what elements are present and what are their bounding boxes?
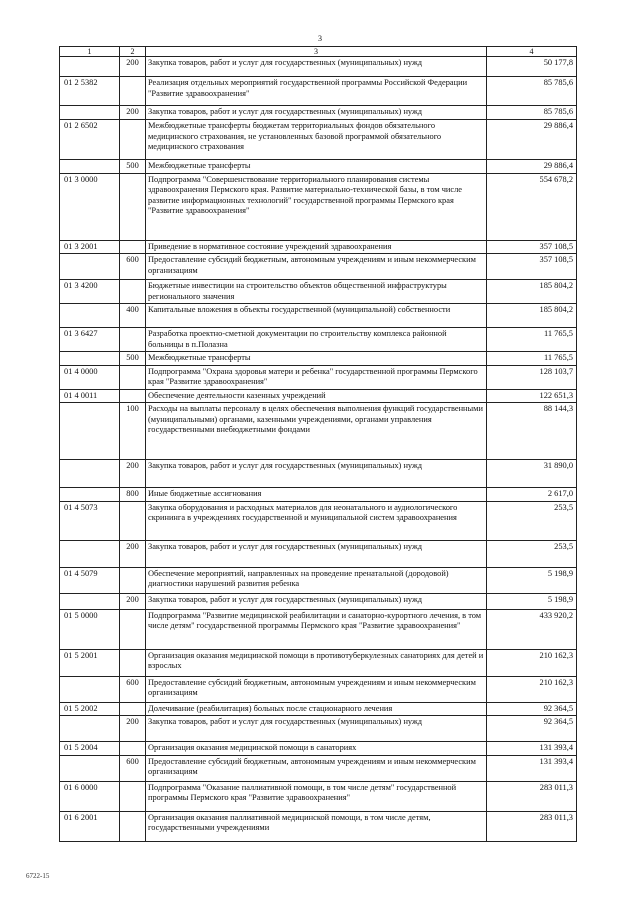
row-code: 01 5 2001 xyxy=(60,649,120,676)
row-code: 01 6 0000 xyxy=(60,781,120,811)
footer-document-code: 6722-15 xyxy=(26,872,50,880)
table-row xyxy=(60,173,577,240)
row-name: Обеспечение деятельности казенных учреждений xyxy=(146,389,487,403)
row-code: 01 3 2001 xyxy=(60,240,120,254)
row-expense-type xyxy=(120,120,146,160)
row-expense-type xyxy=(120,77,146,106)
row-name: Закупка товаров, работ и услуг для государственных (муниципальных) нужд xyxy=(146,593,487,609)
row-amount: 185 804,2 xyxy=(487,304,577,328)
table-row xyxy=(60,328,577,352)
table-row xyxy=(60,280,577,304)
row-expense-type: 100 xyxy=(120,403,146,460)
row-code: 01 3 0000 xyxy=(60,173,120,240)
row-expense-type xyxy=(120,328,146,352)
row-code xyxy=(60,540,120,567)
row-code xyxy=(60,304,120,328)
row-expense-type xyxy=(120,702,146,716)
row-code: 01 4 5073 xyxy=(60,501,120,540)
row-expense-type: 400 xyxy=(120,304,146,328)
row-name: Организация оказания медицинской помощи в противотуберкулезных санаториях для детей и взрослых xyxy=(146,649,487,676)
row-name: Организация оказания медицинской помощи в санаториях xyxy=(146,742,487,756)
row-name: Иные бюджетные ассигнования xyxy=(146,488,487,502)
row-amount: 85 785,6 xyxy=(487,106,577,120)
row-expense-type xyxy=(120,742,146,756)
row-expense-type: 200 xyxy=(120,593,146,609)
row-amount: 283 011,3 xyxy=(487,811,577,841)
table-row xyxy=(60,755,577,781)
row-name: Закупка оборудования и расходных материалов для неонатального и аудиологического скрининга в учреждениях государственной и муниципальной систем здравоохранения xyxy=(146,501,487,540)
row-expense-type: 600 xyxy=(120,676,146,702)
row-code xyxy=(60,593,120,609)
row-code: 01 2 6502 xyxy=(60,120,120,160)
header-col-4: 4 xyxy=(487,47,577,57)
row-code xyxy=(60,106,120,120)
table-row xyxy=(60,742,577,756)
row-amount: 92 364,5 xyxy=(487,716,577,742)
row-name: Расходы на выплаты персоналу в целях обеспечения выполнения функций государственными (муниципальными) органами, казенными учреждениями, органами управления государственными внебюджетными фондами xyxy=(146,403,487,460)
row-amount: 185 804,2 xyxy=(487,280,577,304)
row-name: Межбюджетные трансферты xyxy=(146,352,487,366)
row-name: Подпрограмма "Охрана здоровья матери и ребенка" государственной программы Пермского края "Развитие здравоохранения" xyxy=(146,365,487,389)
row-expense-type xyxy=(120,781,146,811)
row-name: Межбюджетные трансферты бюджетам территориальных фондов обязательного медицинского страхования, не установленных базовой программой обязательного медицинского страхования xyxy=(146,120,487,160)
row-amount: 357 108,5 xyxy=(487,240,577,254)
row-name: Бюджетные инвестиции на строительство объектов общественной инфраструктуры регионального значения xyxy=(146,280,487,304)
row-amount: 433 920,2 xyxy=(487,609,577,649)
row-name: Предоставление субсидий бюджетным, автономным учреждениям и иным некоммерческим организациям xyxy=(146,676,487,702)
table-row xyxy=(60,389,577,403)
row-amount: 29 886,4 xyxy=(487,120,577,160)
row-name: Организация оказания паллиативной медицинской помощи, в том числе детям, государственными учреждениями xyxy=(146,811,487,841)
table-row xyxy=(60,403,577,460)
page-number: 3 xyxy=(318,34,322,43)
row-expense-type xyxy=(120,609,146,649)
row-expense-type: 200 xyxy=(120,57,146,77)
row-amount: 357 108,5 xyxy=(487,254,577,280)
table-header-row xyxy=(60,47,577,57)
row-expense-type: 200 xyxy=(120,106,146,120)
row-expense-type xyxy=(120,501,146,540)
row-code xyxy=(60,755,120,781)
row-code: 01 6 2001 xyxy=(60,811,120,841)
table-row xyxy=(60,781,577,811)
row-amount: 2 617,0 xyxy=(487,488,577,502)
row-code: 01 2 5382 xyxy=(60,77,120,106)
budget-table xyxy=(59,46,577,842)
table-row xyxy=(60,57,577,77)
row-name: Реализация отдельных мероприятий государственной программы Российской Федерации "Развитие здравоохранения" xyxy=(146,77,487,106)
table-row xyxy=(60,77,577,106)
row-expense-type xyxy=(120,389,146,403)
row-amount: 5 198,9 xyxy=(487,593,577,609)
row-name: Разработка проектно-сметной документации по строительству комплекса районной больницы в п.Полазна xyxy=(146,328,487,352)
row-name: Подпрограмма "Развитие медицинской реабилитации и санаторно-курортного лечения, в том числе детям" государственной программы Пермского края "Развитие здравоохранения" xyxy=(146,609,487,649)
table-row xyxy=(60,240,577,254)
row-expense-type xyxy=(120,280,146,304)
row-amount: 5 198,9 xyxy=(487,567,577,593)
row-expense-type: 500 xyxy=(120,352,146,366)
table-row xyxy=(60,540,577,567)
row-amount: 50 177,8 xyxy=(487,57,577,77)
row-code: 01 3 4200 xyxy=(60,280,120,304)
row-amount: 29 886,4 xyxy=(487,160,577,174)
row-expense-type: 200 xyxy=(120,460,146,488)
header-col-1: 1 xyxy=(60,47,120,57)
row-code xyxy=(60,254,120,280)
row-name: Долечивание (реабилитация) больных после стационарного лечения xyxy=(146,702,487,716)
row-code xyxy=(60,403,120,460)
row-expense-type xyxy=(120,240,146,254)
row-amount: 210 162,3 xyxy=(487,676,577,702)
row-expense-type xyxy=(120,365,146,389)
row-expense-type: 500 xyxy=(120,160,146,174)
row-code xyxy=(60,460,120,488)
table-row xyxy=(60,120,577,160)
row-name: Закупка товаров, работ и услуг для государственных (муниципальных) нужд xyxy=(146,57,487,77)
table-row xyxy=(60,254,577,280)
row-code xyxy=(60,352,120,366)
row-expense-type xyxy=(120,811,146,841)
row-code xyxy=(60,716,120,742)
row-name: Предоставление субсидий бюджетным, автономным учреждениям и иным некоммерческим организациям xyxy=(146,755,487,781)
row-amount: 131 393,4 xyxy=(487,742,577,756)
row-amount: 92 364,5 xyxy=(487,702,577,716)
row-name: Закупка товаров, работ и услуг для государственных (муниципальных) нужд xyxy=(146,540,487,567)
row-amount: 31 890,0 xyxy=(487,460,577,488)
row-code: 01 3 6427 xyxy=(60,328,120,352)
row-amount: 554 678,2 xyxy=(487,173,577,240)
row-code xyxy=(60,160,120,174)
table-row xyxy=(60,160,577,174)
row-amount: 253,5 xyxy=(487,540,577,567)
row-expense-type: 200 xyxy=(120,716,146,742)
row-name: Подпрограмма "Оказание паллиативной помощи, в том числе детям" государственной программы Пермского края "Развитие здравоохранения" xyxy=(146,781,487,811)
row-expense-type xyxy=(120,567,146,593)
table-row xyxy=(60,501,577,540)
row-amount: 11 765,5 xyxy=(487,352,577,366)
row-expense-type xyxy=(120,173,146,240)
table-row xyxy=(60,716,577,742)
row-name: Межбюджетные трансферты xyxy=(146,160,487,174)
row-amount: 85 785,6 xyxy=(487,77,577,106)
row-amount: 210 162,3 xyxy=(487,649,577,676)
row-code xyxy=(60,676,120,702)
row-name: Закупка товаров, работ и услуг для государственных (муниципальных) нужд xyxy=(146,460,487,488)
table-row xyxy=(60,676,577,702)
row-amount: 88 144,3 xyxy=(487,403,577,460)
row-name: Подпрограмма "Совершенствование территориального планирования системы здравоохранения Пермского края. Развитие материально-технической базы, в том числе развитие информационных технологий" государственной программы Пермского края "Развитие здравоохранения" xyxy=(146,173,487,240)
row-expense-type: 800 xyxy=(120,488,146,502)
row-code: 01 4 0000 xyxy=(60,365,120,389)
table-row xyxy=(60,352,577,366)
row-code: 01 5 2004 xyxy=(60,742,120,756)
table-row xyxy=(60,609,577,649)
row-expense-type: 600 xyxy=(120,254,146,280)
row-name: Обеспечение мероприятий, направленных на проведение пренатальной (дородовой) диагностики нарушений развития ребенка xyxy=(146,567,487,593)
table-row xyxy=(60,593,577,609)
row-amount: 128 103,7 xyxy=(487,365,577,389)
row-expense-type: 200 xyxy=(120,540,146,567)
header-col-3: 3 xyxy=(146,47,487,57)
table-row xyxy=(60,365,577,389)
row-amount: 131 393,4 xyxy=(487,755,577,781)
table-row xyxy=(60,567,577,593)
row-code: 01 5 2002 xyxy=(60,702,120,716)
row-code: 01 4 5079 xyxy=(60,567,120,593)
row-expense-type: 600 xyxy=(120,755,146,781)
row-name: Закупка товаров, работ и услуг для государственных (муниципальных) нужд xyxy=(146,106,487,120)
table-row xyxy=(60,488,577,502)
table-row xyxy=(60,304,577,328)
row-code: 01 4 0011 xyxy=(60,389,120,403)
header-col-2: 2 xyxy=(120,47,146,57)
table-row xyxy=(60,811,577,841)
row-name: Закупка товаров, работ и услуг для государственных (муниципальных) нужд xyxy=(146,716,487,742)
row-amount: 11 765,5 xyxy=(487,328,577,352)
row-code: 01 5 0000 xyxy=(60,609,120,649)
row-expense-type xyxy=(120,649,146,676)
row-amount: 283 011,3 xyxy=(487,781,577,811)
row-name: Приведение в нормативное состояние учреждений здравоохранения xyxy=(146,240,487,254)
row-amount: 253,5 xyxy=(487,501,577,540)
row-name: Предоставление субсидий бюджетным, автономным учреждениям и иным некоммерческим организациям xyxy=(146,254,487,280)
row-code xyxy=(60,57,120,77)
table-row xyxy=(60,649,577,676)
row-name: Капитальные вложения в объекты государственной (муниципальной) собственности xyxy=(146,304,487,328)
table-row xyxy=(60,702,577,716)
row-amount: 122 651,3 xyxy=(487,389,577,403)
table-row xyxy=(60,460,577,488)
table-row xyxy=(60,106,577,120)
row-code xyxy=(60,488,120,502)
